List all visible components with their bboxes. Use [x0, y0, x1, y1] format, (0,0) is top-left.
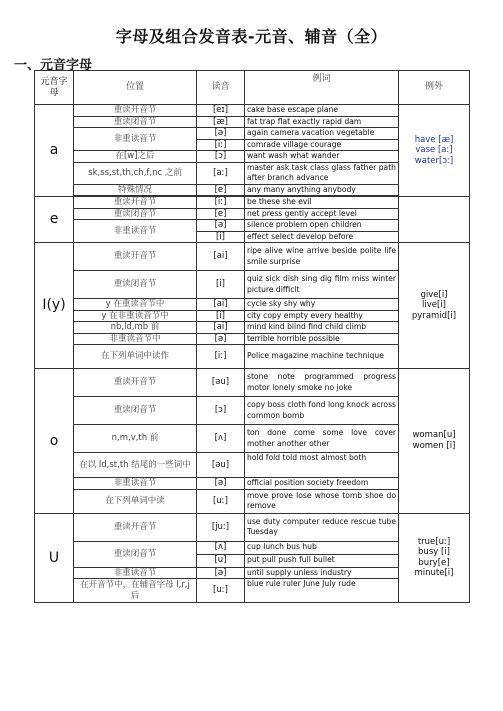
exception-item: true[uː]: [417, 536, 451, 547]
exception-item: women [i]: [412, 440, 456, 451]
examples-cell: Police magazine machine technique: [245, 345, 399, 369]
position-cell: 在以 ld,st,th 结尾的一些词中: [74, 453, 197, 478]
letter-cell: o: [35, 369, 74, 514]
letter-cell: I(y): [35, 243, 74, 369]
exception-item: pyramid[i]: [411, 310, 457, 321]
position-cell: 在下列单词中读: [74, 489, 197, 513]
examples-cell: until supply unless industry: [245, 567, 399, 579]
exceptions-cell: [399, 243, 470, 369]
vowel-table: [34, 70, 470, 603]
position-cell: 重读闭音节: [74, 271, 197, 299]
phonetic-cell: [e]: [197, 208, 245, 220]
phonetic-cell: [iː]: [197, 197, 245, 209]
examples-cell: hold fold told most almost both: [245, 453, 399, 478]
phonetic-cell: [ai]: [197, 299, 245, 311]
phonetic-cell: [iː]: [197, 345, 245, 369]
examples-cell: official position society freedom: [245, 478, 399, 490]
exception-item: minute[i]: [414, 568, 454, 579]
position-cell: 重读开音节: [74, 197, 197, 209]
examples-cell: terrible horrible possible: [245, 333, 399, 345]
header-position: 位置: [74, 71, 197, 105]
exception-item: live[i]: [422, 300, 446, 311]
phonetic-cell: [i]: [197, 231, 245, 243]
table-header-row: [35, 71, 470, 105]
phonetic-cell: [uː]: [197, 579, 245, 603]
position-cell: 特殊情况: [74, 184, 197, 196]
position-cell: 非重读音节: [74, 567, 197, 579]
phonetic-cell: [ʌ]: [197, 425, 245, 453]
phonetic-cell: [uː]: [197, 489, 245, 513]
phonetic-cell: [eɪ]: [197, 105, 245, 117]
phonetic-cell: [i]: [197, 271, 245, 299]
position-cell: 在[w]之后: [74, 151, 197, 163]
position-cell: 非重读音节: [74, 128, 197, 151]
position-cell: nb,ld,mb 前: [74, 322, 197, 334]
examples-cell: ton done come some love cover mother another other: [245, 425, 399, 453]
examples-cell: fat trap flat exactly rapid dam: [245, 116, 399, 128]
phonetic-cell: [ə]: [197, 220, 245, 232]
examples-cell: be these she evil: [245, 197, 399, 209]
position-cell: 重读闭音节: [74, 541, 197, 567]
position-cell: 在下列单词中读作: [74, 345, 197, 369]
phonetic-cell: [ʌ]: [197, 541, 245, 554]
examples-cell: quiz sick dish sing dig film miss winter picture difficlt: [245, 271, 399, 299]
phonetic-cell: [əu]: [197, 453, 245, 478]
phonetic-cell: [u]: [197, 554, 245, 567]
phonetic-cell: [ɔ]: [197, 151, 245, 163]
examples-cell: master ask task class glass father path after branch advance: [245, 162, 399, 184]
examples-cell: again camera vacation vegetable: [245, 128, 399, 140]
examples-cell: any many anything anybody: [245, 184, 399, 196]
exceptions-cell: [399, 197, 470, 243]
header-examples: 例词: [245, 71, 399, 105]
phonetic-cell: [ai]: [197, 322, 245, 334]
table-row: [35, 513, 470, 541]
examples-cell: put pull push full bullet: [245, 554, 399, 567]
position-cell: 非重读音节: [74, 220, 197, 243]
position-cell: 重读闭音节: [74, 116, 197, 128]
examples-cell: want wash what wander: [245, 151, 399, 163]
examples-cell: net press gently accept level: [245, 208, 399, 220]
position-cell: 重读闭音节: [74, 208, 197, 220]
examples-cell: effect select develop before: [245, 231, 399, 243]
header-letter: 元音字母: [35, 71, 74, 105]
phonetic-cell: [əu]: [197, 369, 245, 397]
position-cell: 重读闭音节: [74, 397, 197, 425]
exception-item: give[i]: [420, 289, 448, 300]
exception-item: vase [aː]: [415, 145, 453, 156]
examples-cell: blue rule ruler June July rude: [245, 579, 399, 603]
table-row: [35, 105, 470, 117]
position-cell: 重读开音节: [74, 105, 197, 117]
header-exceptions: 例外: [399, 71, 470, 105]
position-cell: y 在重读音节中: [74, 299, 197, 311]
phonetic-cell: [ə]: [197, 128, 245, 140]
position-cell: sk,ss,st,th,ch,f,nc 之前: [74, 162, 197, 184]
exception-item: water[ɔː]: [414, 155, 454, 166]
exception-item: woman[u]: [412, 430, 456, 441]
position-cell: 重读开音节: [74, 513, 197, 541]
phonetic-cell: [ə]: [197, 333, 245, 345]
page-title: 字母及组合发音表-元音、辅音（全）: [115, 27, 388, 46]
letter-cell: a: [35, 105, 74, 197]
phonetic-cell: [ə]: [197, 478, 245, 490]
phonetic-cell: [e]: [197, 184, 245, 196]
examples-cell: silence problem open children: [245, 220, 399, 232]
phonetic-cell: [ə]: [197, 567, 245, 579]
position-cell: 在开音节中，在辅音字母 l,r,j 后: [74, 579, 197, 603]
phonetic-cell: [aː]: [197, 162, 245, 184]
header-pronunciation: 读音: [197, 71, 245, 105]
exceptions-cell: [399, 105, 470, 197]
phonetic-cell: [i]: [197, 310, 245, 322]
phonetic-cell: [ɔ]: [197, 397, 245, 425]
exception-item: busy [i]: [418, 547, 450, 558]
table-row: [35, 243, 470, 271]
position-cell: 非重读音节中: [74, 333, 197, 345]
examples-cell: stone note programmed progress motor lonely smoke no joke: [245, 369, 399, 397]
examples-cell: city copy empty every healthy: [245, 310, 399, 322]
examples-cell: comrade village courage: [245, 139, 399, 151]
position-cell: y 在非重读音节中: [74, 310, 197, 322]
examples-cell: cup lunch bus hub: [245, 541, 399, 554]
exceptions-cell: [399, 369, 470, 514]
table-row: [35, 197, 470, 209]
examples-cell: move prove lose whose tomb shoe do remove: [245, 489, 399, 513]
exception-item: bury[e]: [418, 557, 450, 568]
phonetic-cell: [æ]: [197, 116, 245, 128]
position-cell: 重读开音节: [74, 243, 197, 271]
table-row: [35, 369, 470, 397]
position-cell: n,m,v,th 前: [74, 425, 197, 453]
phonetic-cell: [iː]: [197, 139, 245, 151]
examples-cell: mind kind blind find child climb: [245, 322, 399, 334]
phonetic-cell: [ai]: [197, 243, 245, 271]
letter-cell: e: [35, 197, 74, 243]
phonetic-cell: [juː]: [197, 513, 245, 541]
examples-cell: cake base escape plane: [245, 105, 399, 117]
examples-cell: ripe alive wine arrive beside polite life smile surprise: [245, 243, 399, 271]
position-cell: 重读开音节: [74, 369, 197, 397]
exception-item: have [æ]: [414, 134, 454, 145]
examples-cell: use duty computer reduce rescue tube Tuesday: [245, 513, 399, 541]
section-heading: 一、元音字母: [14, 58, 93, 73]
exceptions-cell: [399, 513, 470, 603]
examples-cell: copy boss cloth fond long knock across common bomb: [245, 397, 399, 425]
letter-cell: U: [35, 513, 74, 603]
position-cell: 非重读音节: [74, 478, 197, 490]
examples-cell: cycle sky shy why: [245, 299, 399, 311]
